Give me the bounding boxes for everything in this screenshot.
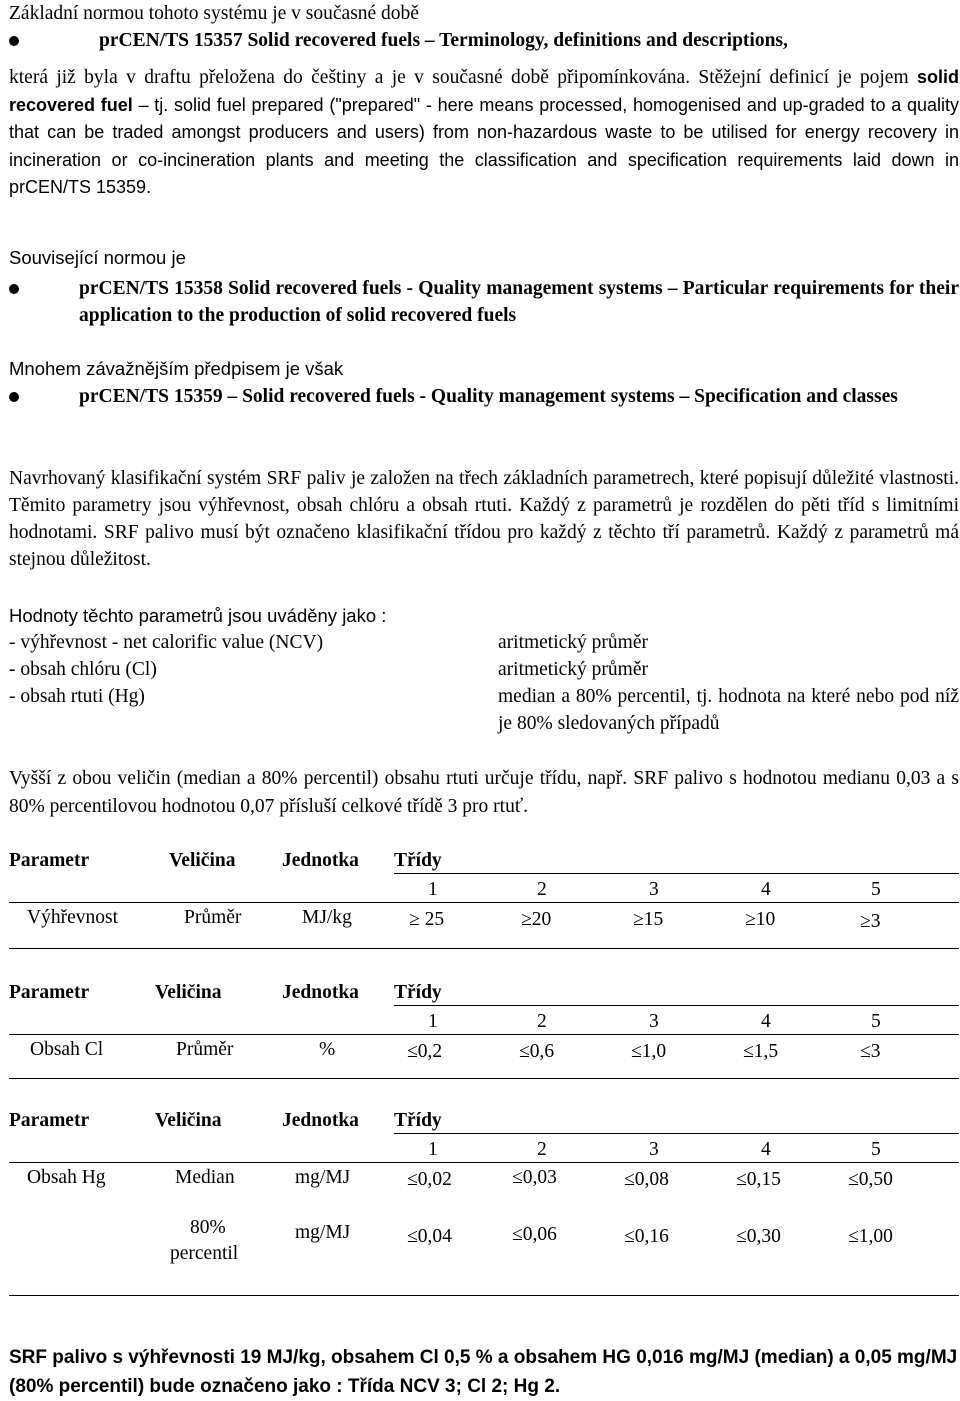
cl-table: Parametr Veličina Jednotka Třídy 1 2 3 4 5 Obsah Cl Průměr % ≤0,2 ≤0,6 ≤1,0 ≤1,5 ≤3 xyxy=(9,979,959,1081)
related-heading: Související normou je xyxy=(9,247,186,268)
bullet-icon xyxy=(9,275,21,302)
value-row: - obsah chlóru (Cl) aritmetický průměr xyxy=(9,659,648,680)
value-row: - obsah rtuti (Hg) median a 80% percentil, tj. hodnota na které nebo pod níž je 80% sledovaných případů xyxy=(9,686,959,734)
table-rule xyxy=(394,1133,959,1134)
table-rule xyxy=(9,1162,959,1163)
bullet-item xyxy=(9,27,959,54)
table-rule xyxy=(9,948,959,949)
table-rule xyxy=(394,1005,959,1006)
bullet-item xyxy=(9,383,959,410)
table-rule xyxy=(394,873,959,874)
system-paragraph: Navrhovaný klasifikační systém SRF paliv je založen na třech základních parametrech, které popisují důležité vlastnosti. Těmito parametry jsou výhřevnost, obsah chlóru a obsah rtuti. Každý z parametrů je rozdělen do pěti tříd s limitními hodnotami. SRF palivo musí být označeno klasifikační třídou pro každý z těchto tří parametrů. Každý z parametrů má stejnou důležitost. xyxy=(9,468,959,570)
table-rule xyxy=(9,1078,959,1079)
table-rule xyxy=(9,1295,959,1296)
defined-term: solid recovered fuel xyxy=(9,67,959,115)
higher-paragraph: Vyšší z obou veličin (median a 80% percentil) obsahu rtuti určuje třídu, např. SRF palivo s hodnotou medianu 0,03 a s 80% percentilovou hodnotou 0,07 přísluší celkové třídě 3 pro rtuť. xyxy=(9,768,959,817)
standard-title: prCEN/TS 15357 Solid recovered fuels – Terminology, definitions and descriptions, xyxy=(99,30,788,51)
bullet-icon xyxy=(9,27,21,54)
table-rule xyxy=(9,1034,959,1035)
hg-table: Parametr Veličina Jednotka Třídy 1 2 3 4 5 Obsah Hg Median mg/MJ ≤0,02 ≤0,03 ≤0,08 ≤0,15 ≤0,50 80% percentil mg/MJ ≤0,04 ≤0,06 ≤0,16 ≤0,30 ≤1,00 xyxy=(9,1107,959,1297)
param-cell: Obsah Hg xyxy=(27,1167,106,1188)
classification-example: SRF palivo s výhřevnosti 19 MJ/kg, obsahem Cl 0,5 % a obsahem HG 0,016 mg/MJ (median) a 0,05 mg/MJ (80% percentil) bude označeno jako : Třída NCV 3; Cl 2; Hg 2. xyxy=(9,1347,958,1397)
bullet-icon xyxy=(9,383,21,410)
important-heading: Mnohem závažnějším předpisem je však xyxy=(9,358,344,379)
definition-paragraph: která již byla v draftu přeložena do češtiny a je v současné době připomínkována. Stěžejní definicí je pojem solid recovered fuel – tj. solid fuel prepared ("prepared" - here means processed, homogenised and up-graded to a quality that can be traded amongst producers and users) from non-hazardous waste to be utilised for energy recovery in incineration or co-incineration plants and meeting the classification and specification requirements laid down in prCEN/TS 15359. xyxy=(9,67,960,197)
bullet-item xyxy=(9,275,959,329)
param-cell: Výhřevnost xyxy=(27,907,118,928)
values-heading: Hodnoty těchto parametrů jsou uváděny jako : xyxy=(9,605,387,626)
table-rule xyxy=(9,902,959,903)
param-cell: Obsah Cl xyxy=(30,1039,104,1060)
standard-title: prCEN/TS 15358 Solid recovered fuels - Quality management systems – Particular requirements for their application to the production of solid recovered fuels xyxy=(79,278,959,326)
standard-title: prCEN/TS 15359 – Solid recovered fuels - Quality management systems – Specification and classes xyxy=(79,386,898,407)
intro-line: Základní normou tohoto systému je v současné době xyxy=(9,3,419,24)
value-row: - výhřevnost - net calorific value (NCV) aritmetický průměr xyxy=(9,632,648,653)
ncv-table: Parametr Veličina Jednotka Třídy 1 2 3 4 5 Výhřevnost Průměr MJ/kg ≥ 25 ≥20 ≥15 ≥10 ≥3 xyxy=(9,847,959,949)
